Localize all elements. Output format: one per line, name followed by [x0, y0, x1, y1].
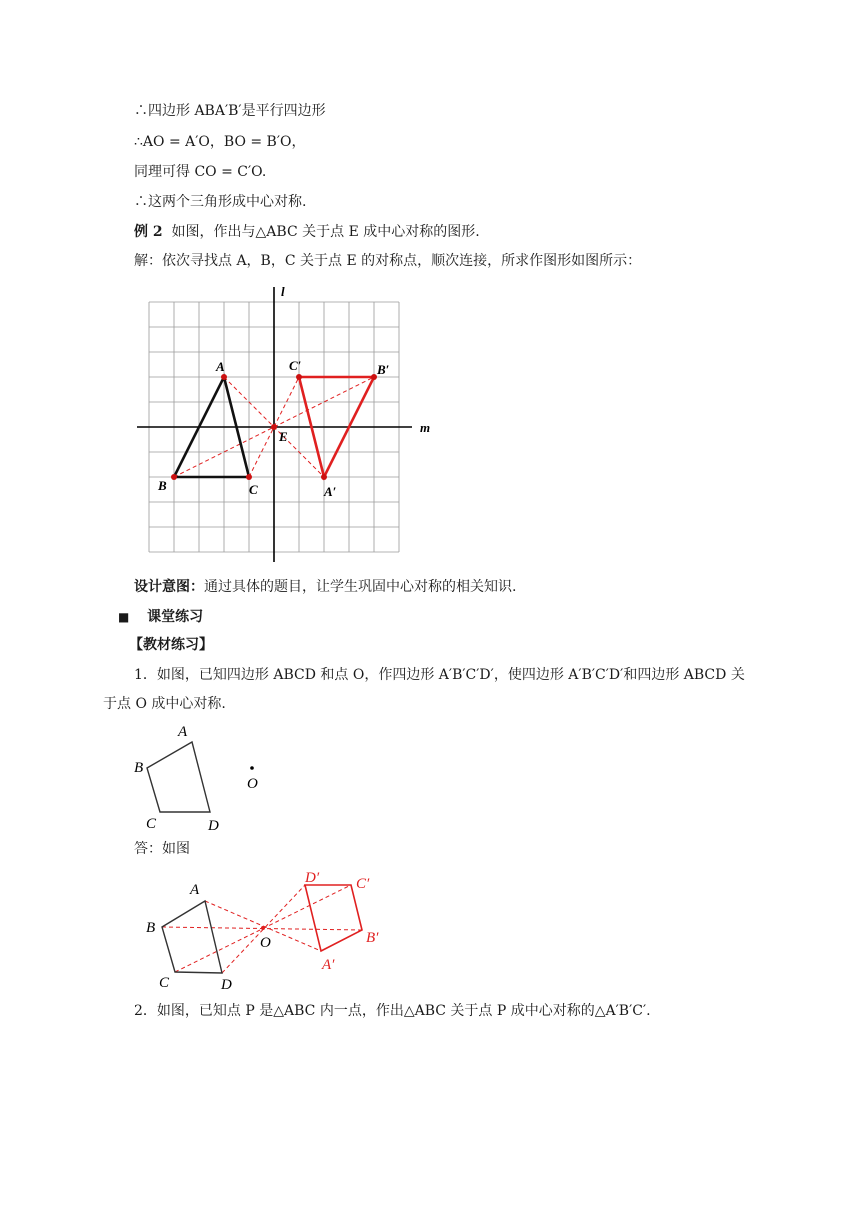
proof-line-3: 同理可得 CO = C′O. [134, 164, 267, 180]
fig2-quadrilateral-a1b1c1d1 [305, 885, 362, 951]
exercise1-line1: 1．如图，已知四边形 ABCD 和点 O，作四边形 A′B′C′D′，使四边形 A′B′C′D′和四边形 ABCD 关 [134, 667, 745, 683]
label-e: E [279, 429, 288, 444]
label-c: C [249, 482, 258, 497]
label-b: B [158, 478, 167, 493]
label-c1: C′ [289, 358, 302, 373]
label-a: A [216, 359, 225, 374]
fig2-label-a1: A′ [322, 957, 335, 973]
design-text: 通过具体的题目，让学生巩固中心对称的相关知识. [204, 579, 517, 595]
section-title: 课堂练习 [147, 609, 204, 625]
example2-solution: 解：依次寻找点 A，B，C 关于点 E 的对称点，顺次连接，所求作图形如图所示： [134, 253, 642, 269]
fig2-label-a: A [190, 882, 200, 898]
fig2-label-d1: D′ [305, 870, 320, 886]
proof-line-4: ∴这两个三角形成中心对称. [134, 194, 307, 210]
proof-line-1: ∴四边形 ABA′B′是平行四边形 [134, 103, 326, 119]
label-b1: B′ [377, 362, 390, 377]
fig1-label-o: O [247, 776, 258, 792]
fig2-label-c: C [159, 975, 170, 991]
label-a1: A′ [324, 484, 337, 499]
exercise1-line2: 于点 O 成中心对称. [103, 696, 226, 712]
fig2-label-c1: C′ [356, 876, 370, 892]
design-label: 设计意图： [134, 579, 204, 595]
fig2-point-o [261, 926, 265, 930]
example2-problem-text: 如图，作出与△ABC 关于点 E 成中心对称的图形. [171, 224, 480, 240]
label-axis-l: l [281, 284, 285, 299]
section-bullet: ■ [118, 610, 130, 624]
exercise1-answer: 答：如图 [134, 841, 190, 857]
label-axis-m: m [420, 420, 431, 435]
fig1-label-d: D [208, 818, 219, 834]
fig2-label-d: D [221, 977, 232, 993]
fig2-label-b1: B′ [366, 930, 379, 946]
proof-line-2: ∴AO = A′O，BO = B′O， [134, 134, 306, 150]
exercise2-text: 2．如图，已知点 P 是△ABC 内一点，作出△ABC 关于点 P 成中心对称的△A′B′C′. [134, 1003, 651, 1019]
fig2-label-o: O [260, 935, 271, 951]
example2-tag: 例 2 [134, 224, 163, 240]
fig2-quadrilateral-abcd [162, 901, 222, 973]
fig1-label-a: A [178, 724, 188, 740]
section-subtitle: 【教材练习】 [129, 637, 213, 653]
fig2-label-b: B [146, 920, 156, 936]
fig1-label-b: B [134, 760, 144, 776]
fig1-label-c: C [146, 816, 157, 832]
